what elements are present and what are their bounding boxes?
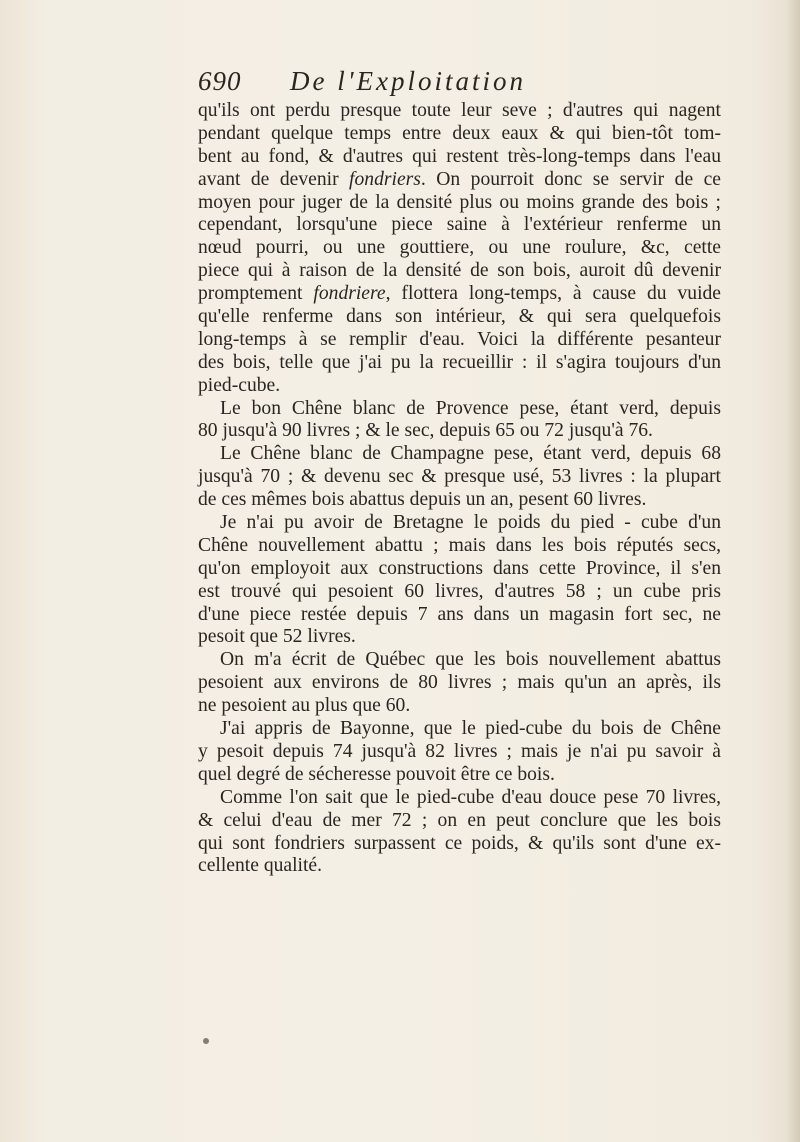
text-line: d'une piece restée depuis 7 ans dans un magasin fort sec, ne [198, 603, 721, 625]
paragraph [198, 443, 721, 512]
text-line: de ces mêmes bois abattus depuis un an, pesent 60 livres. [198, 489, 647, 511]
text-line: des bois, telle que j'ai pu la recueillir : il s'agira toujours d'un [198, 351, 721, 373]
paragraph [198, 512, 721, 649]
body-text [198, 100, 721, 878]
text-line: jusqu'à 70 ; & devenu sec & presque usé, 53 livres : la plupart [198, 466, 721, 488]
paragraph [198, 718, 721, 787]
text-line: promptement fondriere, flottera long-temps, à cause du vuide [198, 283, 722, 305]
text-line: piece qui à raison de la densité de son bois, auroit dû devenir [198, 260, 721, 282]
text-line: J'ai appris de Bayonne, que le pied-cube du bois de Chêne [220, 718, 721, 740]
paragraph [198, 398, 721, 444]
text-line: pesoit que 52 livres. [198, 626, 356, 648]
ink-spot [203, 1038, 209, 1044]
text-line: Le bon Chêne blanc de Provence pese, étant verd, depuis [220, 397, 721, 419]
page-edge-shadow [786, 0, 800, 1142]
text-line: y pesoit depuis 74 jusqu'à 82 livres ; mais je n'ai pu savoir à [198, 740, 721, 762]
text-line: long-temps à se remplir d'eau. Voici la différente pesanteur [198, 328, 721, 350]
text-line: & celui d'eau de mer 72 ; on en peut conclure que les bois [198, 809, 721, 831]
text-line: ne pesoient au plus que 60. [198, 695, 411, 717]
text-line: On m'a écrit de Québec que les bois nouvellement abattus [220, 649, 721, 671]
text-line: 80 jusqu'à 90 livres ; & le sec, depuis 65 ou 72 jusqu'à 76. [198, 420, 653, 442]
page-number: 690 [198, 66, 242, 96]
text-line: Comme l'on sait que le pied-cube d'eau douce pese 70 livres, [220, 786, 721, 808]
text-line: qui sont fondriers surpassent ce poids, & qu'ils sont d'une ex- [198, 832, 721, 854]
paragraph [198, 649, 721, 718]
paragraph [198, 787, 721, 879]
paragraph [198, 100, 721, 398]
text-line: nœud pourri, ou une gouttiere, ou une roulure, &c, cette [198, 237, 721, 259]
text-line: avant de devenir fondriers. On pourroit donc se servir de ce [198, 168, 721, 190]
text-line: bent au fond, & d'autres qui restent très-long-temps dans l'eau [198, 145, 721, 167]
text-line: Je n'ai pu avoir de Bretagne le poids du pied - cube d'un [220, 512, 721, 534]
text-line: qu'ils ont perdu presque toute leur seve ; d'autres qui nagent [198, 100, 721, 121]
text-line: Le Chêne blanc de Champagne pese, étant verd, depuis 68 [220, 443, 721, 465]
text-line: cependant, lorsqu'une piece saine à l'extérieur renferme un [198, 214, 721, 236]
text-line: est trouvé qui pesoient 60 livres, d'autres 58 ; un cube pris [198, 580, 721, 602]
text-line: pesoient aux environs de 80 livres ; mais qu'un an après, ils [198, 672, 721, 694]
running-title: De l'Exploitation [290, 66, 526, 96]
text-line: qu'elle renferme dans son intérieur, & qui sera quelquefois [198, 306, 721, 328]
text-line: pendant quelque temps entre deux eaux & qui bien-tôt tom- [198, 122, 721, 144]
text-line: pied-cube. [198, 374, 281, 396]
text-line: cellente qualité. [198, 855, 323, 877]
text-line: moyen pour juger de la densité plus ou moins grande des bois ; [198, 191, 721, 213]
text-line: quel degré de sécheresse pouvoit être ce bois. [198, 763, 555, 785]
text-line: Chêne nouvellement abattu ; mais dans les bois réputés secs, [198, 534, 721, 556]
text-line: qu'on employoit aux constructions dans cette Province, il s'en [198, 557, 721, 579]
